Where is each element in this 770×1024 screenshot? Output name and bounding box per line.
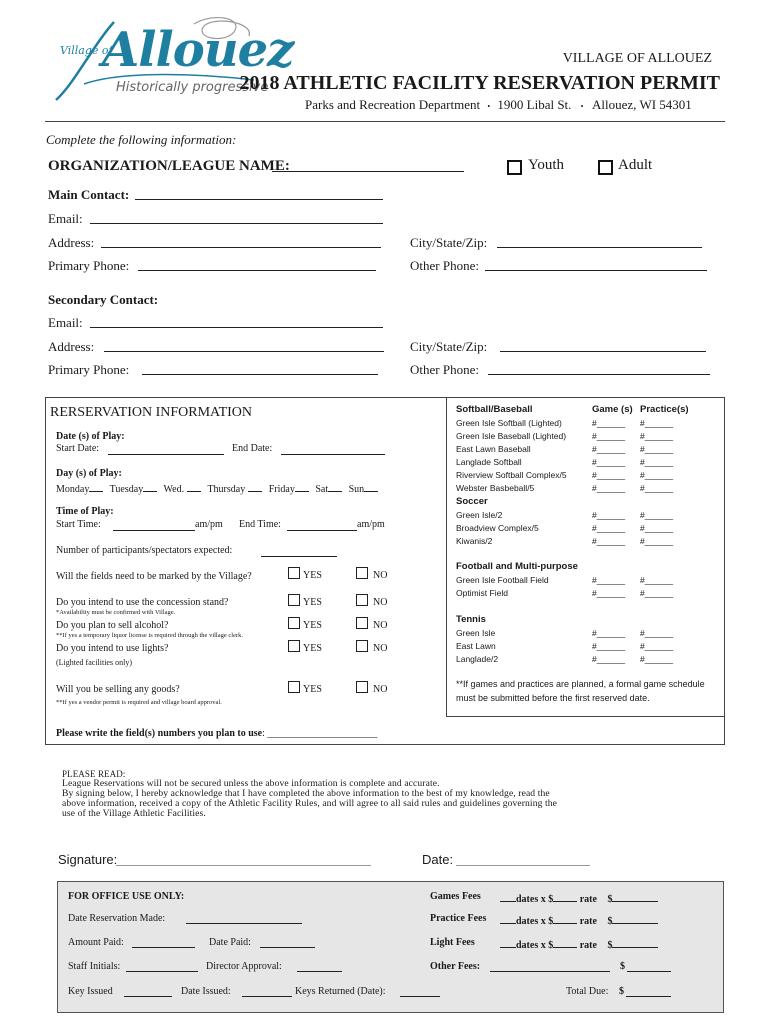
fac-practice-field[interactable]: #______ bbox=[640, 588, 674, 598]
please-read-line-4: use of the Village Athletic Facilities. bbox=[62, 808, 206, 819]
main-address-field[interactable] bbox=[101, 237, 381, 248]
participants-label: Number of participants/spectators expected: bbox=[56, 545, 233, 556]
logo-name: Allouez bbox=[102, 22, 294, 78]
secondary-city-field[interactable] bbox=[500, 341, 706, 352]
fac-practice-field[interactable]: #______ bbox=[640, 536, 674, 546]
fac-section-football-title: Football and Multi-purpose bbox=[456, 561, 578, 572]
light-rate-field[interactable] bbox=[553, 937, 577, 948]
end-date-label: End Date: bbox=[232, 443, 273, 454]
light-rate: rate bbox=[579, 940, 597, 951]
fac-practice-field[interactable]: #______ bbox=[640, 575, 674, 585]
secondary-other-phone-field[interactable] bbox=[488, 364, 710, 375]
fac-item: Optimist Field bbox=[456, 588, 508, 598]
office-date-made-label: Date Reservation Made: bbox=[68, 913, 166, 924]
please-read-block bbox=[62, 769, 557, 819]
goods-no-label: NO bbox=[373, 684, 388, 695]
day-thursday: Thursday bbox=[207, 484, 246, 495]
concession-yes-label: YES bbox=[303, 597, 322, 608]
adult-checkbox[interactable] bbox=[598, 160, 613, 175]
light-dates-x: dates x $ bbox=[516, 940, 554, 951]
header-sep-2: • bbox=[580, 101, 584, 111]
q-marked: Will the fields need to be marked by the Village? bbox=[56, 571, 252, 582]
light-dates-field[interactable] bbox=[500, 937, 516, 948]
day-tuesday-field[interactable] bbox=[143, 481, 157, 492]
office-date-made-field[interactable] bbox=[186, 913, 302, 924]
secondary-phone-label: Primary Phone: bbox=[48, 362, 130, 377]
day-sat: Sat bbox=[315, 484, 329, 495]
q-concession: Do you intend to use the concession stand? bbox=[56, 597, 229, 608]
fac-practice-field[interactable]: #______ bbox=[640, 444, 674, 454]
end-time-field[interactable] bbox=[287, 520, 357, 531]
fac-game-field[interactable]: #______ bbox=[592, 444, 626, 454]
fac-item: Green Isle Baseball (Lighted) bbox=[456, 431, 567, 441]
games-dollar: $ bbox=[607, 894, 613, 905]
alcohol-no-checkbox[interactable] bbox=[356, 617, 368, 629]
office-date-paid-field[interactable] bbox=[260, 937, 315, 948]
field-numbers-field[interactable]: : ______________________ bbox=[262, 728, 378, 739]
fac-game-field[interactable]: #______ bbox=[592, 457, 626, 467]
light-dollar: $ bbox=[607, 940, 613, 951]
practice-rate: rate bbox=[579, 916, 597, 927]
main-phone-field[interactable] bbox=[138, 260, 376, 271]
fac-game-field[interactable]: #______ bbox=[592, 641, 626, 651]
fac-col-practice: Practice(s) bbox=[640, 404, 689, 415]
office-keys-returned-field[interactable] bbox=[400, 986, 440, 997]
secondary-address-label: Address: bbox=[48, 339, 95, 354]
signature-date-label: Date: bbox=[422, 852, 454, 867]
secondary-address-field[interactable] bbox=[104, 341, 384, 352]
marked-yes-checkbox[interactable] bbox=[288, 567, 300, 579]
logo-tagline: Historically progressive bbox=[116, 80, 269, 95]
practice-rate-field[interactable] bbox=[553, 913, 577, 924]
secondary-email-field[interactable] bbox=[90, 317, 383, 328]
day-sat-field[interactable] bbox=[328, 481, 342, 492]
header-divider bbox=[45, 121, 725, 122]
office-amount-paid-field[interactable] bbox=[132, 937, 195, 948]
office-games-fees-row bbox=[500, 891, 658, 905]
main-other-phone-label: Other Phone: bbox=[410, 258, 479, 273]
marked-no-checkbox[interactable] bbox=[356, 567, 368, 579]
org-name-field[interactable] bbox=[272, 161, 464, 172]
q-alcohol: Do you plan to sell alcohol? bbox=[56, 620, 169, 631]
fac-item: Langlade Softball bbox=[456, 457, 522, 467]
fac-item: Langlade/2 bbox=[456, 654, 499, 664]
end-time-label: End Time: bbox=[239, 519, 281, 530]
fac-game-field[interactable]: #______ bbox=[592, 575, 626, 585]
office-director-field[interactable] bbox=[297, 961, 342, 972]
office-staff-label: Staff Initials: bbox=[68, 961, 121, 972]
please-read-heading: PLEASE READ: bbox=[62, 769, 126, 779]
youth-checkbox[interactable] bbox=[507, 160, 522, 175]
fac-practice-field[interactable]: #______ bbox=[640, 457, 674, 467]
secondary-city-label: City/State/Zip: bbox=[410, 339, 488, 354]
office-heading: FOR OFFICE USE ONLY: bbox=[68, 891, 185, 902]
fac-practice-field[interactable]: #______ bbox=[640, 470, 674, 480]
office-key-issued-field[interactable] bbox=[124, 986, 172, 997]
practice-dollar: $ bbox=[607, 916, 613, 927]
day-monday-field[interactable] bbox=[89, 481, 103, 492]
marked-no-label: NO bbox=[373, 570, 388, 581]
header-village: VILLAGE OF ALLOUEZ bbox=[562, 51, 712, 66]
lights-no-checkbox[interactable] bbox=[356, 640, 368, 652]
secondary-contact-label: Secondary Contact: bbox=[48, 292, 159, 307]
page-title: 2018 ATHLETIC FACILITY RESERVATION PERMIT bbox=[239, 72, 720, 94]
office-light-fees-label: Light Fees bbox=[430, 937, 475, 948]
day-friday-field[interactable] bbox=[295, 481, 309, 492]
games-total-field[interactable] bbox=[612, 891, 658, 902]
concession-no-label: NO bbox=[373, 597, 388, 608]
lights-yes-label: YES bbox=[303, 643, 322, 654]
day-sun-field[interactable] bbox=[364, 481, 378, 492]
fac-game-field[interactable]: #______ bbox=[592, 431, 626, 441]
fac-item: Webster Basbeball/5 bbox=[456, 483, 535, 493]
alcohol-yes-checkbox[interactable] bbox=[288, 617, 300, 629]
header-sep-1: • bbox=[487, 101, 491, 111]
goods-yes-checkbox[interactable] bbox=[288, 681, 300, 693]
fac-section-soccer-title: Soccer bbox=[456, 496, 488, 507]
day-wed: Wed. bbox=[163, 484, 185, 495]
fac-practice-field[interactable]: #______ bbox=[640, 641, 674, 651]
fac-game-field[interactable]: #______ bbox=[592, 628, 626, 638]
field-numbers-label: Please write the field(s) numbers you plan to use bbox=[56, 728, 263, 739]
secondary-other-phone-label: Other Phone: bbox=[410, 362, 479, 377]
fac-practice-field[interactable]: #______ bbox=[640, 483, 674, 493]
lights-note: (Lighted facilities only) bbox=[56, 658, 132, 667]
field-numbers-row bbox=[56, 728, 377, 739]
office-other-total-field[interactable] bbox=[627, 961, 671, 972]
start-date-label: Start Date: bbox=[56, 443, 100, 454]
light-total-field[interactable] bbox=[612, 937, 658, 948]
goods-no-checkbox[interactable] bbox=[356, 681, 368, 693]
header-address bbox=[305, 97, 692, 113]
start-time-field[interactable] bbox=[113, 520, 195, 531]
lights-no-label: NO bbox=[373, 643, 388, 654]
office-total-due-field[interactable] bbox=[626, 986, 671, 997]
org-label: ORGANIZATION/LEAGUE NAME: bbox=[48, 158, 290, 174]
logo-village-of: Village of bbox=[60, 44, 113, 57]
participants-field[interactable] bbox=[261, 546, 337, 557]
main-contact-label: Main Contact: bbox=[48, 187, 130, 202]
main-city-field[interactable] bbox=[497, 237, 702, 248]
fac-section-softball-title: Softball/Baseball bbox=[456, 404, 533, 415]
please-read-line-1: League Reservations will not be secured unless the above information is complete and accurate. bbox=[62, 778, 440, 789]
fac-item: East Lawn Baseball bbox=[456, 444, 531, 454]
fac-practice-field[interactable]: #______ bbox=[640, 628, 674, 638]
practice-dates-field[interactable] bbox=[500, 913, 516, 924]
office-other-fees-label: Other Fees: bbox=[430, 961, 481, 972]
start-time-label: Start Time: bbox=[56, 519, 101, 530]
office-key-issued-label: Key Issued bbox=[68, 986, 113, 997]
day-friday: Friday bbox=[268, 484, 295, 495]
day-tuesday: Tuesday bbox=[109, 484, 144, 495]
header-dept: Parks and Recreation Department bbox=[305, 97, 481, 112]
office-director-label: Director Approval: bbox=[206, 961, 282, 972]
time-of-play-label: Time of Play: bbox=[56, 506, 114, 517]
lights-yes-checkbox[interactable] bbox=[288, 640, 300, 652]
intro-text: Complete the following information: bbox=[46, 132, 237, 147]
day-wed-field[interactable] bbox=[187, 481, 201, 492]
office-date-issued-field[interactable] bbox=[242, 986, 292, 997]
signature-date-field[interactable] bbox=[456, 855, 590, 866]
village-logo bbox=[44, 14, 294, 106]
fac-game-field[interactable]: #______ bbox=[592, 536, 626, 546]
office-total-due-label: Total Due: bbox=[566, 986, 609, 997]
alcohol-no-label: NO bbox=[373, 620, 388, 631]
fac-item: Green Isle Football Field bbox=[456, 575, 549, 585]
games-dates-field[interactable] bbox=[500, 891, 516, 902]
main-contact-field[interactable] bbox=[135, 189, 383, 200]
day-thursday-field[interactable] bbox=[248, 481, 262, 492]
office-amount-paid-label: Amount Paid: bbox=[68, 937, 124, 948]
header-street: 1900 Libal St. bbox=[497, 97, 572, 112]
secondary-phone-field[interactable] bbox=[142, 364, 378, 375]
signature-label: Signature: bbox=[58, 852, 118, 867]
fac-item: Broadview Complex/5 bbox=[456, 523, 539, 533]
adult-label: Adult bbox=[618, 157, 653, 173]
fac-game-field[interactable]: #______ bbox=[592, 510, 626, 520]
date-of-play-label: Date (s) of Play: bbox=[56, 431, 125, 442]
please-read-line-3: above information, received a copy of the Athletic Facility Rules, and will agree to all said rules and guidelines governing the bbox=[62, 798, 558, 809]
fac-game-field[interactable]: #______ bbox=[592, 418, 626, 428]
fac-game-field[interactable]: #______ bbox=[592, 588, 626, 598]
main-email-label: Email: bbox=[48, 211, 83, 226]
fac-practice-field[interactable]: #______ bbox=[640, 418, 674, 428]
day-sun: Sun bbox=[348, 484, 365, 495]
youth-label: Youth bbox=[528, 157, 564, 173]
main-address-label: Address: bbox=[48, 235, 95, 250]
days-of-play-label: Day (s) of Play: bbox=[56, 468, 122, 479]
fac-item: Green Isle/2 bbox=[456, 510, 503, 520]
fac-item: Green Isle bbox=[456, 628, 496, 638]
office-total-dollar: $ bbox=[619, 986, 624, 997]
office-date-paid-label: Date Paid: bbox=[209, 937, 251, 948]
secondary-email-label: Email: bbox=[48, 315, 83, 330]
fac-item: East Lawn bbox=[456, 641, 496, 651]
fac-game-field[interactable]: #______ bbox=[592, 523, 626, 533]
fac-item: Riverview Softball Complex/5 bbox=[456, 470, 567, 480]
fac-item: Green Isle Softball (Lighted) bbox=[456, 418, 562, 428]
main-phone-label: Primary Phone: bbox=[48, 258, 130, 273]
office-practice-fees-row bbox=[500, 913, 658, 927]
q-goods: Will you be selling any goods? bbox=[56, 684, 180, 695]
office-staff-field[interactable] bbox=[126, 961, 198, 972]
office-games-fees-label: Games Fees bbox=[430, 891, 481, 902]
please-read-line-2: By signing below, I hereby acknowledge that I have completed the above information to the best of my knowledge, read the bbox=[62, 788, 550, 799]
end-date-field[interactable] bbox=[281, 444, 385, 455]
alcohol-note: **If yes a temporary liquor license is required through the village clerk. bbox=[56, 632, 243, 639]
end-time-ampm: am/pm bbox=[357, 519, 385, 530]
office-date-issued-label: Date Issued: bbox=[181, 986, 231, 997]
office-light-fees-row bbox=[500, 937, 658, 951]
facility-list bbox=[456, 404, 720, 714]
days-row bbox=[56, 481, 378, 495]
fac-practice-field[interactable]: #______ bbox=[640, 654, 674, 664]
main-other-phone-field[interactable] bbox=[485, 260, 707, 271]
day-monday: Monday bbox=[56, 484, 90, 495]
fac-practice-field[interactable]: #______ bbox=[640, 510, 674, 520]
q-lights: Do you intend to use lights? bbox=[56, 643, 169, 654]
games-dates-x: dates x $ bbox=[516, 894, 554, 905]
goods-yes-label: YES bbox=[303, 684, 322, 695]
main-city-label: City/State/Zip: bbox=[410, 235, 488, 250]
start-time-ampm: am/pm bbox=[195, 519, 223, 530]
alcohol-yes-label: YES bbox=[303, 620, 322, 631]
fac-item: Kiwanis/2 bbox=[456, 536, 493, 546]
fac-game-field[interactable]: #______ bbox=[592, 654, 626, 664]
office-keys-returned-label: Keys Returned (Date): bbox=[295, 986, 386, 997]
fac-note: **If games and practices are planned, a formal game schedule must be submitted before the first reserved date. bbox=[456, 679, 705, 703]
fac-col-game: Game (s) bbox=[592, 404, 633, 415]
goods-note: **If yes a vendor permit is required and village board approval. bbox=[56, 699, 222, 706]
office-other-fees-field[interactable] bbox=[490, 961, 610, 972]
fac-game-field[interactable]: #______ bbox=[592, 470, 626, 480]
header-city: Allouez, WI 54301 bbox=[592, 97, 692, 112]
office-practice-fees-label: Practice Fees bbox=[430, 913, 487, 924]
games-rate-field[interactable] bbox=[553, 891, 577, 902]
concession-note: *Availability must be confirmed with Village. bbox=[56, 609, 176, 616]
concession-no-checkbox[interactable] bbox=[356, 594, 368, 606]
start-date-field[interactable] bbox=[108, 444, 224, 455]
practice-total-field[interactable] bbox=[612, 913, 658, 924]
games-rate: rate bbox=[579, 894, 597, 905]
marked-yes-label: YES bbox=[303, 570, 322, 581]
fac-practice-field[interactable]: #______ bbox=[640, 431, 674, 441]
concession-yes-checkbox[interactable] bbox=[288, 594, 300, 606]
fac-game-field[interactable]: #______ bbox=[592, 483, 626, 493]
signature-field[interactable] bbox=[116, 855, 371, 866]
fac-practice-field[interactable]: #______ bbox=[640, 523, 674, 533]
fac-section-tennis-title: Tennis bbox=[456, 614, 486, 625]
main-email-field[interactable] bbox=[90, 213, 383, 224]
reservation-heading: RERSERVATION INFORMATION bbox=[50, 405, 253, 420]
practice-dates-x: dates x $ bbox=[516, 916, 554, 927]
office-other-dollar: $ bbox=[620, 961, 625, 972]
